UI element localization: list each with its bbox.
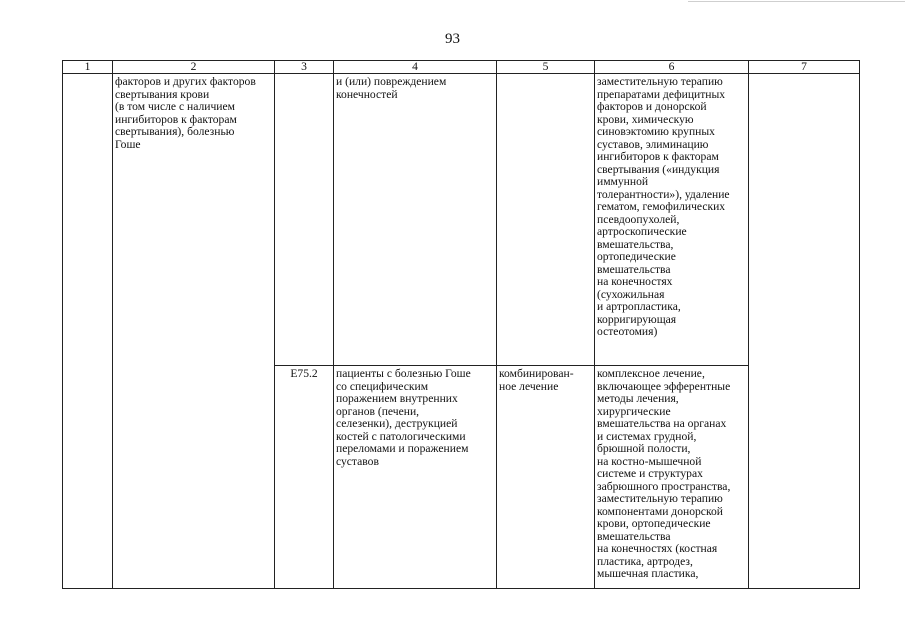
norm-cell	[749, 74, 860, 589]
column-number-7: 7	[749, 61, 860, 74]
icd-code-cell: E75.2	[275, 366, 334, 589]
treatment-type-cell: комбинирован- ное лечение	[497, 366, 595, 589]
row-number-cell	[63, 74, 113, 589]
treatment-method-cell: заместительную терапию препаратами дефицитных факторов и донорской крови, химическую синовэктомию крупных суставов, элиминацию ингибиторов к факторам свертывания («индукция иммунной толерантности»), удаление гематом, гемофилических псевдоопухолей, артроскопические вмешательства, ортопедические вмешательства на конечностях (сухожильная и артропластика, корригирующая остеотомия)	[595, 74, 749, 366]
medical-care-table	[62, 60, 860, 589]
disease-name-cell: факторов и других факторов свертывания крови (в том числе с наличием ингибиторов к факторам свертывания), болезнью Гоше	[113, 74, 275, 589]
page-number: 93	[445, 31, 460, 47]
column-number-3: 3	[275, 61, 334, 74]
patient-model-cell: и (или) повреждением конечностей	[334, 74, 497, 366]
treatment-method-cell: комплексное лечение, включающее эфферентные методы лечения, хирургические вмешательства на органах и системах грудной, брюшной полости, на костно-мышечной системе и структурах забрюшного пространства, заместительную терапию компонентами донорской крови, ортопедические вмешательства на конечностях (костная пластика, артродез, мышечная пластика,	[595, 366, 749, 589]
treatment-type-cell	[497, 74, 595, 366]
patient-model-cell: пациенты с болезнью Гоше со специфическим поражением внутренних органов (печени, селезенки), деструкцией костей с патологическими переломами и поражением суставов	[334, 366, 497, 589]
column-number-6: 6	[595, 61, 749, 74]
top-edge-line	[688, 1, 905, 2]
column-number-4: 4	[334, 61, 497, 74]
column-numbers-row	[63, 61, 860, 74]
table-row	[63, 74, 860, 366]
column-number-1: 1	[63, 61, 113, 74]
column-number-5: 5	[497, 61, 595, 74]
icd-code-cell	[275, 74, 334, 366]
column-number-2: 2	[113, 61, 275, 74]
